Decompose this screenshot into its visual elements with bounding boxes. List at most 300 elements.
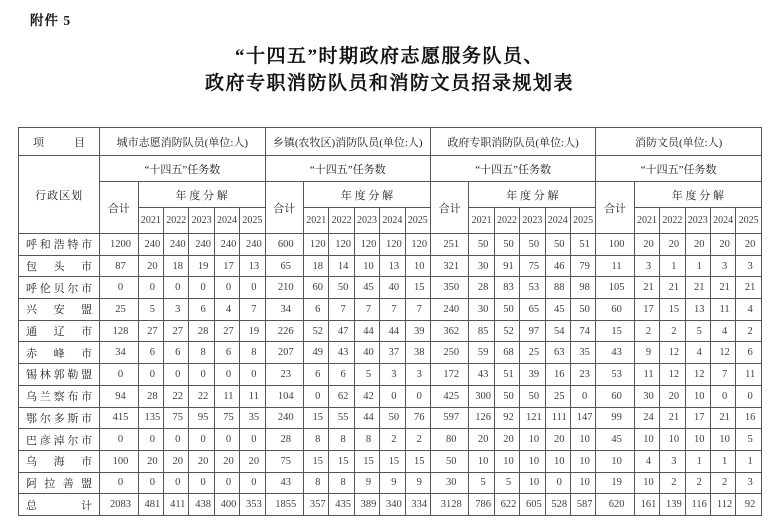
- group-total-cell: 53: [596, 364, 635, 386]
- group-total-cell: 11: [596, 255, 635, 277]
- group-total-cell: 597: [430, 407, 469, 429]
- year-value-cell: 50: [570, 299, 595, 321]
- year-value-cell: 20: [710, 234, 735, 256]
- region-name-cell: 包 头 市: [19, 255, 100, 277]
- yearly-breakdown-header: 年 度 分 解: [304, 182, 431, 208]
- year-value-cell: 50: [469, 234, 494, 256]
- year-value-cell: 16: [545, 364, 570, 386]
- year-value-cell: 0: [138, 429, 163, 451]
- year-value-cell: 18: [164, 255, 189, 277]
- year-value-cell: 0: [304, 385, 329, 407]
- year-header: 2025: [405, 208, 430, 234]
- group-total-cell: 600: [265, 234, 304, 256]
- group-total-cell: 240: [265, 407, 304, 429]
- year-value-cell: 3: [164, 299, 189, 321]
- group-total-cell: 28: [265, 429, 304, 451]
- year-value-cell: 10: [660, 429, 685, 451]
- recruitment-plan-table: [18, 127, 762, 516]
- year-value-cell: 6: [164, 342, 189, 364]
- group-total-cell: 0: [100, 277, 139, 299]
- group-total-cell: 240: [430, 299, 469, 321]
- year-value-cell: 62: [329, 385, 354, 407]
- group-total-cell: 75: [265, 450, 304, 472]
- attachment-label: 附件 5: [30, 13, 72, 28]
- group-total-cell: 1855: [265, 494, 304, 516]
- year-value-cell: 111: [545, 407, 570, 429]
- group-total-cell: 94: [100, 385, 139, 407]
- year-value-cell: 481: [138, 494, 163, 516]
- year-header: 2022: [329, 208, 354, 234]
- year-value-cell: 37: [380, 342, 405, 364]
- group-header-fire-clerk: 消防文员(单位:人): [596, 128, 762, 156]
- year-value-cell: 20: [240, 450, 265, 472]
- year-value-cell: 5: [138, 299, 163, 321]
- year-header: 2023: [189, 208, 214, 234]
- year-value-cell: 27: [138, 320, 163, 342]
- table-header: [19, 128, 762, 234]
- region-name-cell: 乌 海 市: [19, 450, 100, 472]
- group-header-city-volunteer: 城市志愿消防队员(单位:人): [100, 128, 265, 156]
- year-value-cell: 50: [494, 234, 519, 256]
- year-value-cell: 4: [214, 299, 239, 321]
- year-value-cell: 1: [710, 450, 735, 472]
- year-value-cell: 8: [189, 342, 214, 364]
- year-value-cell: 10: [710, 429, 735, 451]
- year-value-cell: 11: [710, 299, 735, 321]
- year-value-cell: 19: [240, 320, 265, 342]
- year-value-cell: 85: [469, 320, 494, 342]
- year-value-cell: 44: [354, 320, 379, 342]
- year-value-cell: 28: [189, 320, 214, 342]
- year-header: 2021: [634, 208, 659, 234]
- year-value-cell: 16: [736, 407, 762, 429]
- group-total-cell: 415: [100, 407, 139, 429]
- year-value-cell: 12: [685, 364, 710, 386]
- year-value-cell: 35: [570, 342, 595, 364]
- year-value-cell: 0: [545, 472, 570, 494]
- year-value-cell: 8: [329, 429, 354, 451]
- group-total-cell: 105: [596, 277, 635, 299]
- group-total-cell: 10: [596, 450, 635, 472]
- year-value-cell: 0: [164, 277, 189, 299]
- year-value-cell: 10: [685, 385, 710, 407]
- year-value-cell: 50: [380, 407, 405, 429]
- year-value-cell: 15: [660, 299, 685, 321]
- year-value-cell: 25: [545, 385, 570, 407]
- year-value-cell: 0: [138, 364, 163, 386]
- year-header: 2021: [304, 208, 329, 234]
- year-value-cell: 40: [354, 342, 379, 364]
- year-value-cell: 0: [164, 364, 189, 386]
- year-value-cell: 59: [469, 342, 494, 364]
- group-total-cell: 251: [430, 234, 469, 256]
- year-value-cell: 240: [164, 234, 189, 256]
- year-value-cell: 0: [380, 385, 405, 407]
- region-name-cell: 呼和浩特市: [19, 234, 100, 256]
- year-value-cell: 0: [138, 472, 163, 494]
- group-total-cell: 3128: [430, 494, 469, 516]
- group-total-cell: 87: [100, 255, 139, 277]
- year-value-cell: 1: [685, 255, 710, 277]
- year-value-cell: 10: [634, 472, 659, 494]
- region-header-cell: 行政区划: [19, 156, 100, 234]
- year-value-cell: 8: [304, 472, 329, 494]
- region-row: [19, 320, 762, 342]
- year-value-cell: 0: [214, 429, 239, 451]
- year-value-cell: 17: [214, 255, 239, 277]
- year-value-cell: 20: [214, 450, 239, 472]
- group-total-cell: 45: [596, 429, 635, 451]
- year-value-cell: 161: [634, 494, 659, 516]
- year-value-cell: 6: [736, 342, 762, 364]
- year-value-cell: 55: [329, 407, 354, 429]
- year-value-cell: 21: [710, 277, 735, 299]
- year-value-cell: 15: [380, 450, 405, 472]
- year-value-cell: 0: [240, 429, 265, 451]
- year-value-cell: 13: [685, 299, 710, 321]
- group-total-cell: 34: [100, 342, 139, 364]
- table-body: [19, 234, 762, 516]
- year-value-cell: 0: [710, 385, 735, 407]
- year-value-cell: 240: [214, 234, 239, 256]
- year-value-cell: 389: [354, 494, 379, 516]
- year-value-cell: 605: [520, 494, 545, 516]
- year-header: 2025: [736, 208, 762, 234]
- year-value-cell: 20: [469, 429, 494, 451]
- year-value-cell: 51: [570, 234, 595, 256]
- year-value-cell: 50: [329, 277, 354, 299]
- year-value-cell: 15: [405, 450, 430, 472]
- group-total-cell: 19: [596, 472, 635, 494]
- year-value-cell: 11: [736, 364, 762, 386]
- region-name-cell: 鄂尔多斯市: [19, 407, 100, 429]
- year-value-cell: 95: [189, 407, 214, 429]
- year-value-cell: 19: [189, 255, 214, 277]
- year-value-cell: 17: [685, 407, 710, 429]
- year-value-cell: 9: [405, 472, 430, 494]
- year-value-cell: 1: [660, 255, 685, 277]
- year-value-cell: 38: [405, 342, 430, 364]
- group-total-cell: 80: [430, 429, 469, 451]
- year-value-cell: 20: [138, 255, 163, 277]
- year-value-cell: 13: [240, 255, 265, 277]
- region-row: [19, 429, 762, 451]
- year-value-cell: 10: [570, 472, 595, 494]
- year-value-cell: 4: [685, 342, 710, 364]
- year-value-cell: 76: [405, 407, 430, 429]
- region-row: [19, 299, 762, 321]
- year-value-cell: 240: [189, 234, 214, 256]
- year-value-cell: 21: [660, 277, 685, 299]
- year-value-cell: 27: [214, 320, 239, 342]
- year-value-cell: 50: [494, 299, 519, 321]
- year-value-cell: 0: [240, 277, 265, 299]
- year-value-cell: 8: [329, 472, 354, 494]
- year-value-cell: 50: [520, 234, 545, 256]
- year-value-cell: 24: [634, 407, 659, 429]
- year-value-cell: 39: [405, 320, 430, 342]
- year-value-cell: 50: [520, 385, 545, 407]
- total-column-header: 合计: [596, 182, 635, 234]
- year-value-cell: 43: [469, 364, 494, 386]
- header-row-groups: [19, 128, 762, 156]
- year-value-cell: 10: [520, 429, 545, 451]
- region-row: [19, 364, 762, 386]
- year-value-cell: 20: [660, 234, 685, 256]
- group-total-cell: 2083: [100, 494, 139, 516]
- region-name-cell: 阿 拉 善 盟: [19, 472, 100, 494]
- year-value-cell: 25: [520, 342, 545, 364]
- year-header: 2024: [380, 208, 405, 234]
- region-name-cell: 乌兰察布市: [19, 385, 100, 407]
- year-value-cell: 120: [329, 234, 354, 256]
- year-value-cell: 51: [494, 364, 519, 386]
- year-value-cell: 27: [164, 320, 189, 342]
- year-value-cell: 4: [736, 299, 762, 321]
- year-value-cell: 13: [380, 255, 405, 277]
- page-title-line2: 政府专职消防队员和消防文员招录规划表: [204, 73, 574, 94]
- year-value-cell: 45: [545, 299, 570, 321]
- year-value-cell: 75: [214, 407, 239, 429]
- year-header: 2024: [545, 208, 570, 234]
- year-value-cell: 2: [380, 429, 405, 451]
- year-value-cell: 2: [634, 320, 659, 342]
- region-row: [19, 450, 762, 472]
- year-value-cell: 15: [329, 450, 354, 472]
- yearly-breakdown-header: 年 度 分 解: [138, 182, 265, 208]
- year-value-cell: 44: [354, 407, 379, 429]
- year-value-cell: 5: [685, 320, 710, 342]
- year-value-cell: 353: [240, 494, 265, 516]
- year-value-cell: 3: [380, 364, 405, 386]
- year-value-cell: 2: [736, 320, 762, 342]
- year-value-cell: 12: [710, 342, 735, 364]
- region-name-cell: 总 计: [19, 494, 100, 516]
- year-value-cell: 22: [164, 385, 189, 407]
- year-value-cell: 7: [710, 364, 735, 386]
- year-value-cell: 10: [520, 472, 545, 494]
- year-value-cell: 9: [380, 472, 405, 494]
- task-count-header: “十四五”任务数: [596, 156, 762, 182]
- year-value-cell: 44: [380, 320, 405, 342]
- year-value-cell: 3: [736, 472, 762, 494]
- year-value-cell: 400: [214, 494, 239, 516]
- year-value-cell: 120: [304, 234, 329, 256]
- year-value-cell: 52: [304, 320, 329, 342]
- year-value-cell: 54: [545, 320, 570, 342]
- year-header: 2022: [660, 208, 685, 234]
- year-value-cell: 68: [494, 342, 519, 364]
- year-value-cell: 20: [736, 234, 762, 256]
- year-value-cell: 334: [405, 494, 430, 516]
- year-value-cell: 10: [634, 429, 659, 451]
- year-value-cell: 2: [685, 472, 710, 494]
- total-column-header: 合计: [100, 182, 139, 234]
- year-value-cell: 8: [354, 429, 379, 451]
- year-value-cell: 15: [405, 277, 430, 299]
- year-value-cell: 12: [660, 364, 685, 386]
- year-value-cell: 92: [736, 494, 762, 516]
- year-value-cell: 15: [354, 450, 379, 472]
- year-value-cell: 53: [520, 277, 545, 299]
- group-total-cell: 0: [100, 429, 139, 451]
- year-value-cell: 21: [710, 407, 735, 429]
- yearly-breakdown-header: 年 度 分 解: [469, 182, 596, 208]
- region-row: [19, 407, 762, 429]
- year-value-cell: 39: [520, 364, 545, 386]
- group-total-cell: 65: [265, 255, 304, 277]
- region-row: [19, 255, 762, 277]
- year-value-cell: 75: [164, 407, 189, 429]
- yearly-breakdown-header: 年 度 分 解: [634, 182, 761, 208]
- group-total-cell: 362: [430, 320, 469, 342]
- total-row: [19, 494, 762, 516]
- year-value-cell: 10: [494, 450, 519, 472]
- region-name-cell: 通 辽 市: [19, 320, 100, 342]
- year-value-cell: 20: [634, 234, 659, 256]
- item-header-cell: 项 目: [19, 128, 100, 156]
- task-count-header: “十四五”任务数: [430, 156, 595, 182]
- year-value-cell: 587: [570, 494, 595, 516]
- year-value-cell: 10: [570, 429, 595, 451]
- year-header: 2022: [494, 208, 519, 234]
- task-count-header: “十四五”任务数: [100, 156, 265, 182]
- year-value-cell: 120: [354, 234, 379, 256]
- page-title: [0, 43, 779, 97]
- year-value-cell: 97: [520, 320, 545, 342]
- total-column-header: 合计: [430, 182, 469, 234]
- group-total-cell: 207: [265, 342, 304, 364]
- year-value-cell: 0: [164, 429, 189, 451]
- year-value-cell: 10: [405, 255, 430, 277]
- group-header-township: 乡镇(农牧区)消防队员(单位:人): [265, 128, 430, 156]
- group-total-cell: 250: [430, 342, 469, 364]
- year-value-cell: 35: [240, 407, 265, 429]
- year-value-cell: 50: [545, 234, 570, 256]
- year-header: 2023: [354, 208, 379, 234]
- year-value-cell: 20: [545, 429, 570, 451]
- year-value-cell: 6: [138, 342, 163, 364]
- year-header: 2021: [469, 208, 494, 234]
- year-value-cell: 8: [240, 342, 265, 364]
- header-row-task: [19, 156, 762, 182]
- year-header: 2025: [240, 208, 265, 234]
- year-value-cell: 91: [494, 255, 519, 277]
- year-value-cell: 15: [304, 450, 329, 472]
- year-value-cell: 5: [354, 364, 379, 386]
- region-row: [19, 472, 762, 494]
- year-value-cell: 7: [240, 299, 265, 321]
- group-total-cell: 43: [265, 472, 304, 494]
- year-value-cell: 126: [469, 407, 494, 429]
- year-value-cell: 20: [660, 385, 685, 407]
- year-header: 2022: [164, 208, 189, 234]
- year-value-cell: 3: [710, 255, 735, 277]
- year-value-cell: 23: [570, 364, 595, 386]
- year-value-cell: 0: [570, 385, 595, 407]
- year-header: 2023: [685, 208, 710, 234]
- year-value-cell: 49: [304, 342, 329, 364]
- year-value-cell: 10: [570, 450, 595, 472]
- group-total-cell: 321: [430, 255, 469, 277]
- year-value-cell: 20: [189, 450, 214, 472]
- header-row-breakdown: [19, 182, 762, 208]
- year-value-cell: 9: [354, 472, 379, 494]
- total-column-header: 合计: [265, 182, 304, 234]
- year-value-cell: 12: [660, 342, 685, 364]
- year-value-cell: 0: [164, 472, 189, 494]
- year-value-cell: 50: [494, 385, 519, 407]
- year-value-cell: 2: [660, 320, 685, 342]
- year-value-cell: 8: [304, 429, 329, 451]
- year-value-cell: 21: [634, 277, 659, 299]
- year-value-cell: 7: [405, 299, 430, 321]
- year-value-cell: 6: [189, 299, 214, 321]
- year-value-cell: 135: [138, 407, 163, 429]
- year-value-cell: 120: [405, 234, 430, 256]
- year-value-cell: 5: [494, 472, 519, 494]
- year-value-cell: 0: [189, 472, 214, 494]
- year-value-cell: 139: [660, 494, 685, 516]
- region-row: [19, 385, 762, 407]
- group-total-cell: 226: [265, 320, 304, 342]
- region-row: [19, 277, 762, 299]
- year-value-cell: 11: [634, 364, 659, 386]
- year-value-cell: 5: [469, 472, 494, 494]
- year-header: 2024: [710, 208, 735, 234]
- year-value-cell: 21: [736, 277, 762, 299]
- region-name-cell: 呼伦贝尔市: [19, 277, 100, 299]
- year-value-cell: 63: [545, 342, 570, 364]
- group-total-cell: 99: [596, 407, 635, 429]
- year-value-cell: 7: [380, 299, 405, 321]
- year-header: 2021: [138, 208, 163, 234]
- year-value-cell: 4: [710, 320, 735, 342]
- year-value-cell: 3: [634, 255, 659, 277]
- year-value-cell: 60: [304, 277, 329, 299]
- year-header: 2023: [520, 208, 545, 234]
- year-value-cell: 0: [138, 277, 163, 299]
- group-total-cell: 425: [430, 385, 469, 407]
- group-total-cell: 350: [430, 277, 469, 299]
- year-value-cell: 10: [469, 450, 494, 472]
- region-name-cell: 巴彦淖尔市: [19, 429, 100, 451]
- year-value-cell: 7: [329, 299, 354, 321]
- year-value-cell: 18: [304, 255, 329, 277]
- group-total-cell: 60: [596, 385, 635, 407]
- year-value-cell: 79: [570, 255, 595, 277]
- year-value-cell: 786: [469, 494, 494, 516]
- year-value-cell: 10: [354, 255, 379, 277]
- year-value-cell: 4: [634, 450, 659, 472]
- year-value-cell: 357: [304, 494, 329, 516]
- year-value-cell: 0: [736, 385, 762, 407]
- year-value-cell: 47: [329, 320, 354, 342]
- year-value-cell: 0: [189, 277, 214, 299]
- year-value-cell: 20: [138, 450, 163, 472]
- region-row: [19, 234, 762, 256]
- year-value-cell: 120: [380, 234, 405, 256]
- group-total-cell: 104: [265, 385, 304, 407]
- year-value-cell: 20: [164, 450, 189, 472]
- year-value-cell: 0: [189, 429, 214, 451]
- year-value-cell: 240: [138, 234, 163, 256]
- year-value-cell: 92: [494, 407, 519, 429]
- year-value-cell: 65: [520, 299, 545, 321]
- year-value-cell: 121: [520, 407, 545, 429]
- year-value-cell: 116: [685, 494, 710, 516]
- group-total-cell: 128: [100, 320, 139, 342]
